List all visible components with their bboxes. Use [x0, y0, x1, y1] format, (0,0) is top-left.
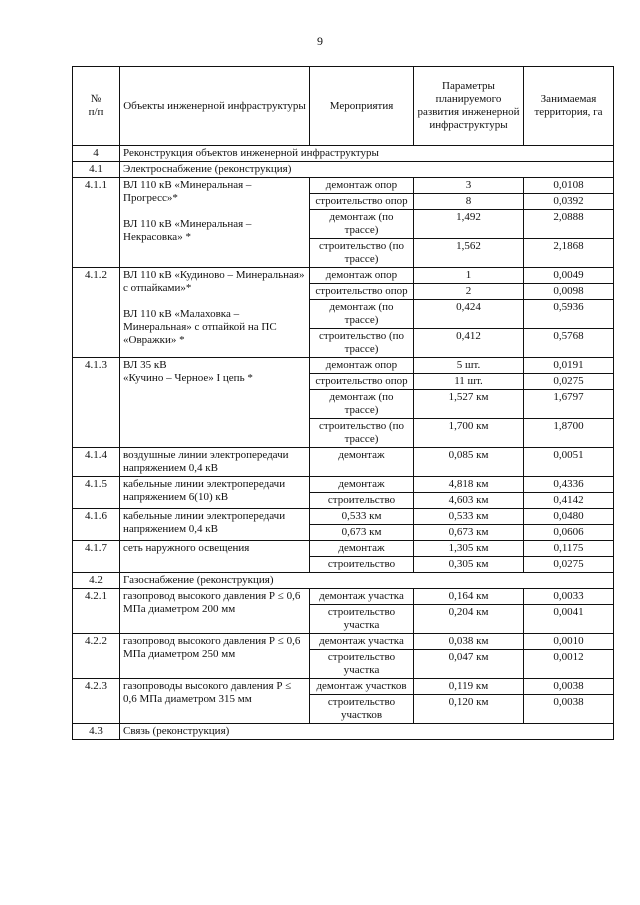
header-params: Параметры планируемого развития инженерной инфраструктуры: [414, 67, 524, 146]
area-cell: 0,5936: [524, 300, 614, 329]
item-number: 4.2.1: [73, 589, 120, 634]
parameter-cell: 0,204 км: [414, 605, 524, 634]
table-row: [73, 589, 614, 605]
parameter-cell: 0,085 км: [414, 448, 524, 477]
table-row: [73, 509, 614, 525]
measure-cell: демонтаж опор: [310, 358, 414, 374]
parameter-cell: 2: [414, 284, 524, 300]
parameter-cell: 0,120 км: [414, 695, 524, 724]
area-cell: 0,0191: [524, 358, 614, 374]
measure-cell: 0,533 км: [310, 509, 414, 525]
measure-cell: строительство опор: [310, 194, 414, 210]
parameter-cell: 1,700 км: [414, 419, 524, 448]
table-row: [73, 477, 614, 493]
header-objects: Объекты инженерной инфраструктуры: [120, 67, 310, 146]
section-title: Электроснабжение (реконструкция): [120, 162, 614, 178]
object-name: ВЛ 35 кВ «Кучино – Черное» I цепь *: [120, 358, 310, 448]
parameter-cell: 0,533 км: [414, 509, 524, 525]
object-name: ВЛ 110 кВ «Кудиново – Минеральная» с отпайками»* ВЛ 110 кВ «Малаховка – Минеральная» с отпайкой на ПС «Овражки» *: [120, 268, 310, 358]
table-row: [73, 358, 614, 374]
table-row: [73, 634, 614, 650]
section-title: Связь (реконструкция): [120, 724, 614, 740]
measure-cell: демонтаж (по трассе): [310, 390, 414, 419]
parameter-cell: 0,412: [414, 329, 524, 358]
parameter-cell: 11 шт.: [414, 374, 524, 390]
header-num: № п/п: [73, 67, 120, 146]
measure-cell: строительство опор: [310, 284, 414, 300]
parameter-cell: 4,603 км: [414, 493, 524, 509]
table-row: [73, 268, 614, 284]
table-row: [73, 178, 614, 194]
measure-cell: демонтаж: [310, 448, 414, 477]
measure-cell: демонтаж опор: [310, 178, 414, 194]
section-title: Реконструкция объектов инженерной инфраструктуры: [120, 146, 614, 162]
header-measures: Мероприятия: [310, 67, 414, 146]
area-cell: 0,0480: [524, 509, 614, 525]
measure-cell: демонтаж опор: [310, 268, 414, 284]
measure-cell: 0,673 км: [310, 525, 414, 541]
item-number: 4.1.5: [73, 477, 120, 509]
section-row: [73, 724, 614, 740]
area-cell: 1,6797: [524, 390, 614, 419]
measure-cell: строительство (по трассе): [310, 419, 414, 448]
measure-cell: строительство участка: [310, 650, 414, 679]
table-body: [73, 146, 614, 740]
item-number: 4.1.4: [73, 448, 120, 477]
area-cell: 0,0038: [524, 679, 614, 695]
measure-cell: строительство: [310, 493, 414, 509]
parameter-cell: 0,305 км: [414, 557, 524, 573]
area-cell: 0,4336: [524, 477, 614, 493]
measure-cell: строительство участков: [310, 695, 414, 724]
measure-cell: строительство (по трассе): [310, 239, 414, 268]
section-row: [73, 162, 614, 178]
area-cell: 0,0049: [524, 268, 614, 284]
section-number: 4.1: [73, 162, 120, 178]
item-number: 4.1.1: [73, 178, 120, 268]
measure-cell: демонтаж: [310, 541, 414, 557]
parameter-cell: 4,818 км: [414, 477, 524, 493]
area-cell: 2,0888: [524, 210, 614, 239]
area-cell: 0,0041: [524, 605, 614, 634]
page-number: 9: [317, 34, 323, 48]
measure-cell: строительство: [310, 557, 414, 573]
measure-cell: строительство (по трассе): [310, 329, 414, 358]
area-cell: 0,0038: [524, 695, 614, 724]
area-cell: 0,0033: [524, 589, 614, 605]
area-cell: 0,0010: [524, 634, 614, 650]
section-row: [73, 146, 614, 162]
object-name: сеть наружного освещения: [120, 541, 310, 573]
object-name: кабельные линии электропередачи напряжением 0,4 кВ: [120, 509, 310, 541]
table-row: [73, 679, 614, 695]
object-name: ВЛ 110 кВ «Минеральная – Прогресс»* ВЛ 110 кВ «Минеральная – Некрасовка» *: [120, 178, 310, 268]
header-area: Занимаемая территория, га: [524, 67, 614, 146]
parameter-cell: 0,424: [414, 300, 524, 329]
measure-cell: демонтаж (по трассе): [310, 210, 414, 239]
table-row: [73, 448, 614, 477]
area-cell: 0,5768: [524, 329, 614, 358]
object-name: газопроводы высокого давления Р ≤ 0,6 МПа диаметром 315 мм: [120, 679, 310, 724]
parameter-cell: 1: [414, 268, 524, 284]
parameter-cell: 8: [414, 194, 524, 210]
area-cell: 0,0012: [524, 650, 614, 679]
area-cell: 0,0275: [524, 557, 614, 573]
section-number: 4: [73, 146, 120, 162]
area-cell: 0,4142: [524, 493, 614, 509]
area-cell: 2,1868: [524, 239, 614, 268]
measure-cell: демонтаж (по трассе): [310, 300, 414, 329]
item-number: 4.2.3: [73, 679, 120, 724]
object-name: кабельные линии электропередачи напряжением 6(10) кВ: [120, 477, 310, 509]
parameter-cell: 0,673 км: [414, 525, 524, 541]
area-cell: 0,0108: [524, 178, 614, 194]
measure-cell: демонтаж участка: [310, 589, 414, 605]
item-number: 4.1.2: [73, 268, 120, 358]
infrastructure-table: [72, 66, 614, 740]
section-number: 4.2: [73, 573, 120, 589]
measure-cell: демонтаж: [310, 477, 414, 493]
measure-cell: строительство участка: [310, 605, 414, 634]
item-number: 4.2.2: [73, 634, 120, 679]
object-name: газопровод высокого давления Р ≤ 0,6 МПа диаметром 250 мм: [120, 634, 310, 679]
section-number: 4.3: [73, 724, 120, 740]
measure-cell: демонтаж участка: [310, 634, 414, 650]
parameter-cell: 1,305 км: [414, 541, 524, 557]
parameter-cell: 0,038 км: [414, 634, 524, 650]
parameter-cell: 0,119 км: [414, 679, 524, 695]
area-cell: 0,0098: [524, 284, 614, 300]
parameter-cell: 5 шт.: [414, 358, 524, 374]
area-cell: 1,8700: [524, 419, 614, 448]
section-title: Газоснабжение (реконструкция): [120, 573, 614, 589]
area-cell: 0,0275: [524, 374, 614, 390]
measure-cell: демонтаж участков: [310, 679, 414, 695]
object-name: газопровод высокого давления Р ≤ 0,6 МПа диаметром 200 мм: [120, 589, 310, 634]
section-row: [73, 573, 614, 589]
area-cell: 0,0392: [524, 194, 614, 210]
object-name: воздушные линии электропередачи напряжением 0,4 кВ: [120, 448, 310, 477]
item-number: 4.1.6: [73, 509, 120, 541]
area-cell: 0,0051: [524, 448, 614, 477]
parameter-cell: 0,047 км: [414, 650, 524, 679]
item-number: 4.1.7: [73, 541, 120, 573]
measure-cell: строительство опор: [310, 374, 414, 390]
area-cell: 0,0606: [524, 525, 614, 541]
parameter-cell: 1,492: [414, 210, 524, 239]
table-header-row: [73, 67, 614, 146]
item-number: 4.1.3: [73, 358, 120, 448]
parameter-cell: 0,164 км: [414, 589, 524, 605]
area-cell: 0,1175: [524, 541, 614, 557]
parameter-cell: 1,527 км: [414, 390, 524, 419]
parameter-cell: 1,562: [414, 239, 524, 268]
parameter-cell: 3: [414, 178, 524, 194]
table-row: [73, 541, 614, 557]
